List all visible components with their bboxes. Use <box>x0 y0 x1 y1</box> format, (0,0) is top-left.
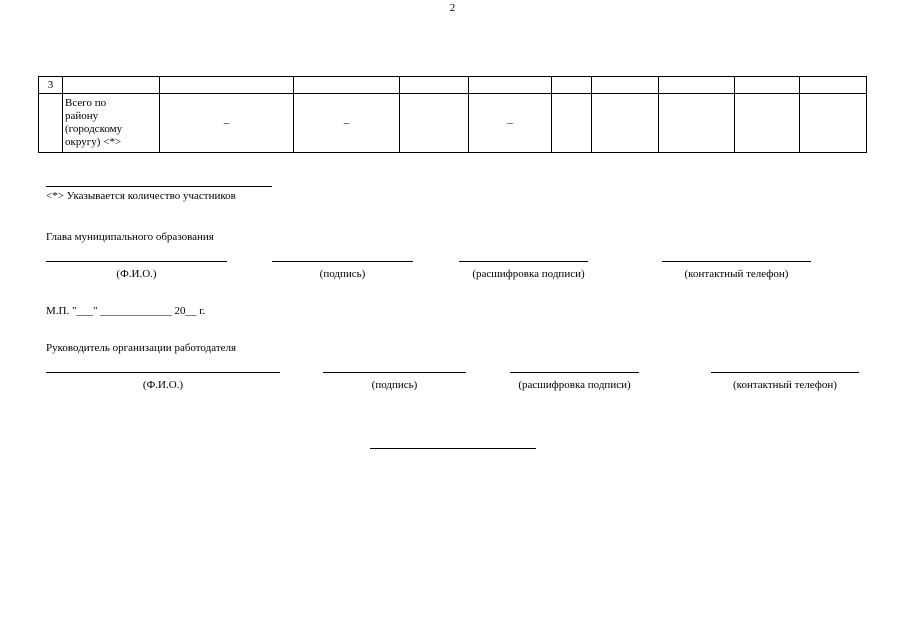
caption-fio: (Ф.И.О.) <box>116 268 157 280</box>
caption-phone: (контактный телефон) <box>733 379 837 391</box>
footnote-text: <*> Указывается количество участников <box>46 190 236 202</box>
closing-rule <box>370 448 536 449</box>
table-cell <box>592 77 659 94</box>
caption-signature: (подпись) <box>319 268 366 280</box>
row-number-cell: 3 <box>39 77 63 94</box>
signature-line <box>323 372 466 373</box>
table-cell <box>800 77 867 94</box>
signature-line <box>510 372 639 373</box>
caption-fio: (Ф.И.О.) <box>142 379 184 391</box>
total-label-line: округу) <*> <box>65 136 122 148</box>
dash-cell: – <box>160 94 294 153</box>
signature-line <box>459 261 588 262</box>
table-cell <box>800 94 867 153</box>
signature-line <box>662 261 811 262</box>
table-row <box>39 94 867 153</box>
table-cell <box>294 77 400 94</box>
table-cell <box>659 94 735 153</box>
total-label-line: району <box>65 110 99 122</box>
signature-line <box>46 261 227 262</box>
summary-table <box>38 76 867 153</box>
caption-phone: (контактный телефон) <box>684 268 789 280</box>
signature-line <box>46 372 280 373</box>
head-title: Глава муниципального образования <box>46 231 214 243</box>
signature-line <box>272 261 413 262</box>
dash-cell: – <box>294 94 400 153</box>
dash-cell: – <box>469 94 552 153</box>
table-cell <box>400 77 469 94</box>
stamp-date-line: М.П. "___" _____________ 20__ г. <box>46 305 206 317</box>
caption-decoding: (расшифровка подписи) <box>472 268 585 280</box>
table-cell <box>735 77 800 94</box>
total-label-line: (городскому <box>65 123 123 135</box>
table-cell <box>552 94 592 153</box>
page-number: 2 <box>449 2 456 14</box>
table-cell <box>160 77 294 94</box>
footnote-divider <box>46 186 272 187</box>
table-cell <box>63 77 160 94</box>
table-cell <box>552 77 592 94</box>
table-row <box>39 77 867 94</box>
table-cell <box>735 94 800 153</box>
table-cell <box>592 94 659 153</box>
caption-signature: (подпись) <box>371 379 418 391</box>
caption-decoding: (расшифровка подписи) <box>518 379 631 391</box>
table-cell <box>469 77 552 94</box>
table-cell <box>659 77 735 94</box>
employer-title: Руководитель организации работодателя <box>46 342 237 354</box>
total-label-line: Всего по <box>65 97 107 109</box>
total-label-cell <box>63 94 160 153</box>
signature-line <box>711 372 859 373</box>
table-cell <box>39 94 63 153</box>
table-cell <box>400 94 469 153</box>
